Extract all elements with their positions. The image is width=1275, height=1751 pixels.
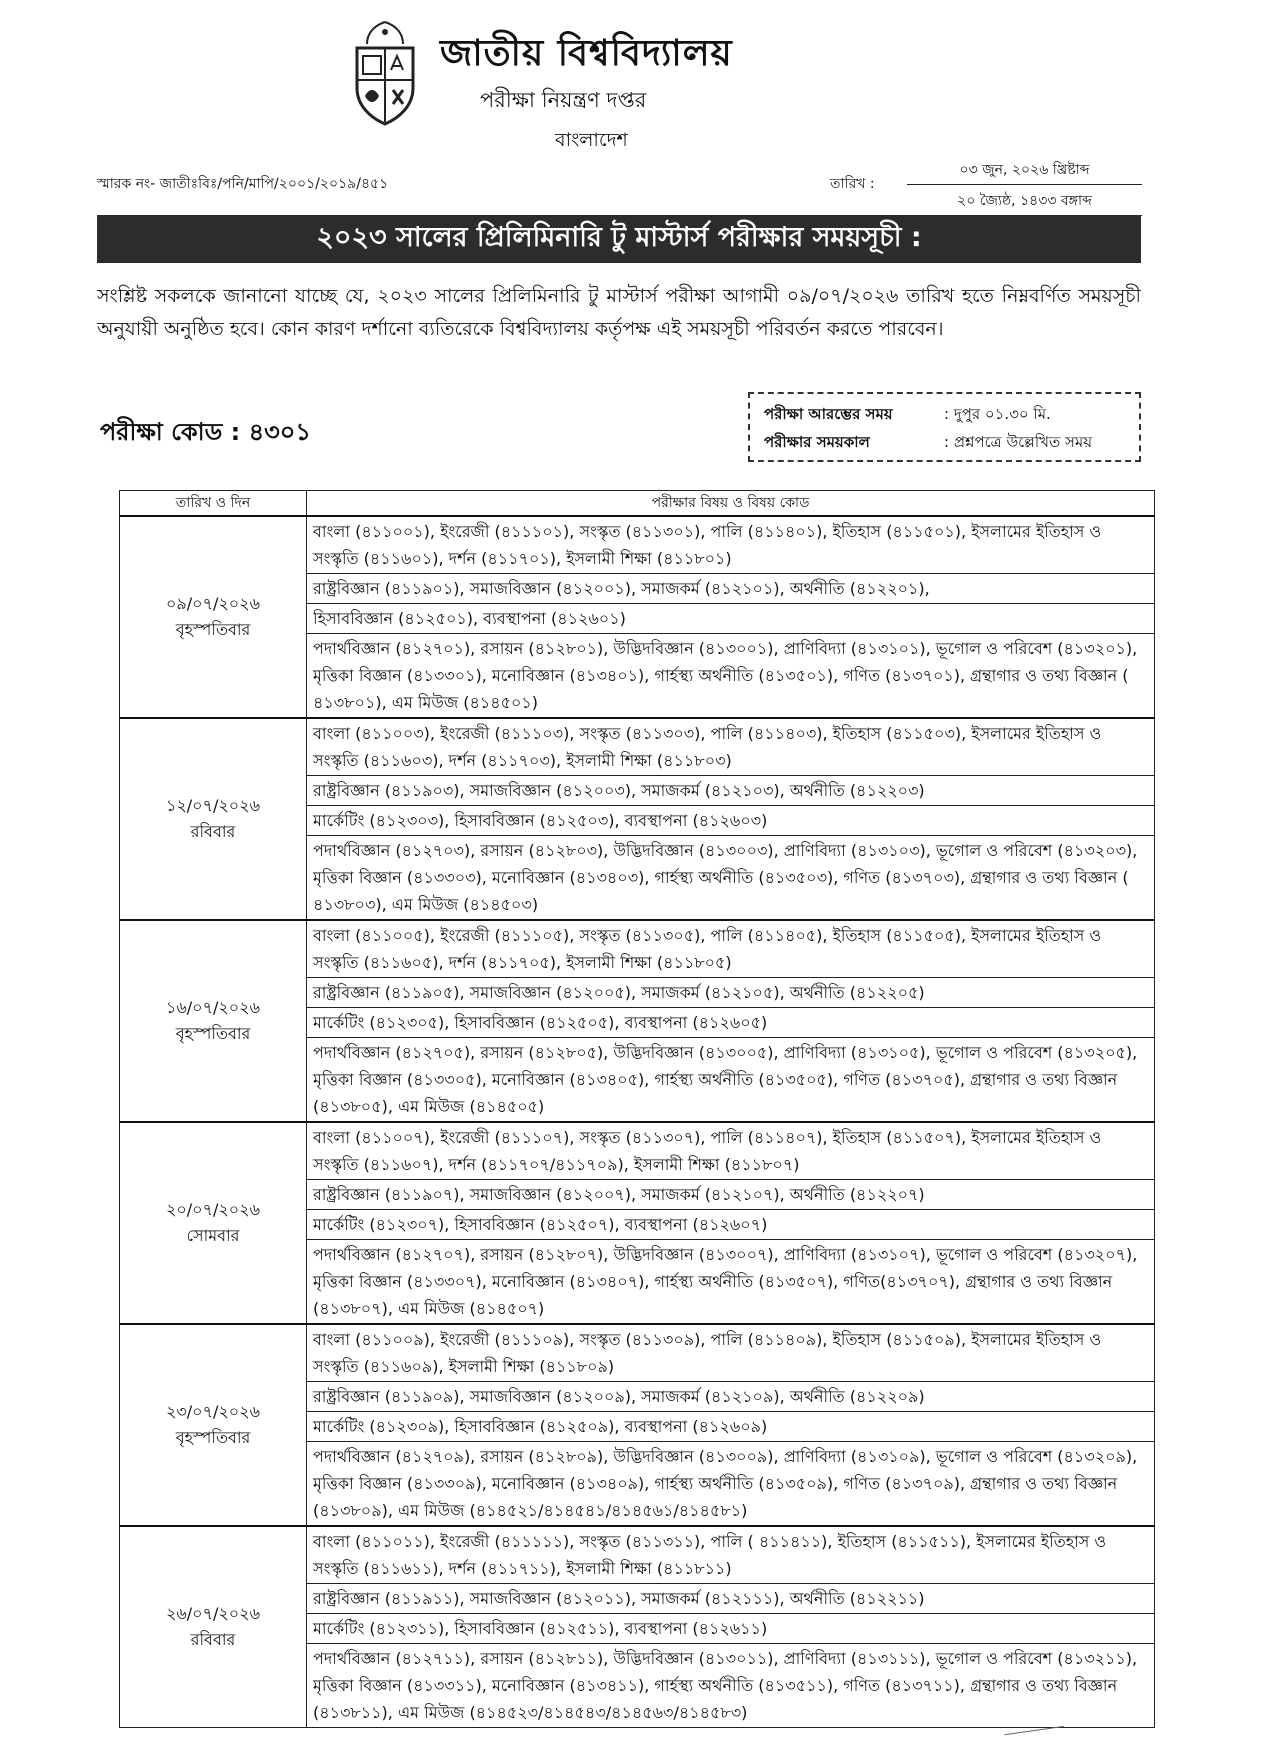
exam-date: ২৬/০৭/২০২৬ <box>165 1604 260 1623</box>
exam-date-cell <box>120 1122 307 1324</box>
subject-list-cell: পদার্থবিজ্ঞান (৪১২৭০৯), রসায়ন (৪১২৮০৯), উদ্ভিদবিজ্ঞান (৪১৩০০৯), প্রাণিবিদ্যা (৪১৩১০৯), ভূগোল ও পরিবেশ (৪১৩২০৯), মৃত্তিকা বিজ্ঞান (৪১৩৩০৯), মনোবিজ্ঞান (৪১৩৪০৯), গার্হস্থ্য অর্থনীতি (৪১৩৫০৯), গণিত (৪১৩৭০৯), গ্রন্থাগার ও তথ্য বিজ্ঞান (৪১৩৮০৯), এম মিউজ (৪১৪৫২১/৪১৪৫৪১/৪১৪৫৬১/৪১৪৫৮১) <box>307 1442 1155 1527</box>
exam-code: পরীক্ষা কোড : ৪৩০১ <box>100 418 311 446</box>
exam-date: ২৩/০৭/২০২৬ <box>165 1402 260 1421</box>
exam-day: বৃহস্পতিবার <box>175 620 251 639</box>
subject-list-cell: বাংলা (৪১১০০৭), ইংরেজী (৪১১১০৭), সংস্কৃত (৪১১৩০৭), পালি (৪১১৪০৭), ইতিহাস (৪১১৫০৭), ইসলামের ইতিহাস ও সংস্কৃতি (৪১১৬০৭), দর্শন (৪১১৭০৭/৪১১৭০৯), ইসলামী শিক্ষা (৪১১৮০৭) <box>307 1122 1155 1180</box>
subject-list-cell: পদার্থবিজ্ঞান (৪১২৭১১), রসায়ন (৪১২৮১১), উদ্ভিদবিজ্ঞান (৪১৩০১১), প্রাণিবিদ্যা (৪১৩১১১), ভূগোল ও পরিবেশ (৪১৩২১১), মৃত্তিকা বিজ্ঞান (৪১৩৩১১), মনোবিজ্ঞান (৪১৩৪১১), গার্হস্থ্য অর্থনীতি (৪১৩৫১১), গণিত (৪১৩৭১১), গ্রন্থাগার ও তথ্য বিজ্ঞান (৪১৩৮১১), এম মিউজ (৪১৪৫২৩/৪১৪৫৪৩/৪১৪৫৬৩/৪১৪৫৮৩) <box>307 1644 1155 1728</box>
subject-list-cell: রাষ্ট্রবিজ্ঞান (৪১১৯১১), সমাজবিজ্ঞান (৪১২০১১), সমাজকর্ম (৪১২১১১), অর্থনীতি (৪১২২১১) <box>307 1584 1155 1614</box>
exam-date-cell <box>120 516 307 718</box>
subject-list-cell: বাংলা (৪১১০০১), ইংরেজী (৪১১১০১), সংস্কৃত (৪১১৩০১), পালি (৪১১৪০১), ইতিহাস (৪১১৫০১), ইসলামের ইতিহাস ও সংস্কৃতি (৪১১৬০১), দর্শন (৪১১৭০১), ইসলামী শিক্ষা (৪১১৮০১) <box>307 516 1155 574</box>
office-name: পরীক্ষা নিয়ন্ত্রণ দপ্তর <box>480 88 647 112</box>
table-header-row <box>120 491 1155 517</box>
subject-list-cell: পদার্থবিজ্ঞান (৪১২৭০১), রসায়ন (৪১২৮০১), উদ্ভিদবিজ্ঞান (৪১৩০০১), প্রাণিবিদ্যা (৪১৩১০১), ভূগোল ও পরিবেশ (৪১৩২০১), মৃত্তিকা বিজ্ঞান (৪১৩৩০১), মনোবিজ্ঞান (৪১৩৪০১), গার্হস্থ্য অর্থনীতি (৪১৩৫০১), গণিত (৪১৩৭০১), গ্রন্থাগার ও তথ্য বিজ্ঞান ( ৪১৩৮০১), এম মিউজ (৪১৪৫০১) <box>307 634 1155 719</box>
exam-day: বৃহস্পতিবার <box>175 1024 251 1043</box>
notice-paragraph: সংশ্লিষ্ট সকলকে জানানো যাচ্ছে যে, ২০২৩ সালের প্রিলিমিনারি টু মাস্টার্স পরীক্ষা আগামী ০৯/০৭/২০২৬ তারিখ হতে নিম্নবর্ণিত সময়সূচী অনুযায়ী অনুষ্ঠিত হবে। কোন কারণ দর্শানো ব্যতিরেকে বিশ্ববিদ্যালয় কর্তৃপক্ষ এই সময়সূচী পরিবর্তন করতে পারবেন। <box>97 285 1141 340</box>
table-row <box>120 1122 1155 1180</box>
duration-row <box>764 428 1125 456</box>
start-time-value: : দুপুর ০১.৩০ মি. <box>944 405 1051 423</box>
subject-list-cell: মার্কেটিং (৪১২৩১১), হিসাববিজ্ঞান (৪১২৫১১), ব্যবস্থাপনা (৪১২৬১১) <box>307 1614 1155 1644</box>
duration-label: পরীক্ষার সময়কাল <box>764 433 870 451</box>
subject-list-cell: পদার্থবিজ্ঞান (৪১২৭০৭), রসায়ন (৪১২৮০৭), উদ্ভিদবিজ্ঞান (৪১৩০০৭), প্রাণিবিদ্যা (৪১৩১০৭), ভূগোল ও পরিবেশ (৪১৩২০৭), মৃত্তিকা বিজ্ঞান (৪১৩৩০৭), মনোবিজ্ঞান (৪১৩৪০৭), গার্হস্থ্য অর্থনীতি (৪১৩৫০৭), গণিত(৪১৩৭০৭), গ্রন্থাগার ও তথ্য বিজ্ঞান (৪১৩৮০৭), এম মিউজ (৪১৪৫০৭) <box>307 1240 1155 1325</box>
table-row <box>120 718 1155 776</box>
table-row <box>120 920 1155 978</box>
subject-list-cell: বাংলা (৪১১০১১), ইংরেজী (৪১১১১১), সংস্কৃত (৪১১৩১১), পালি ( ৪১১৪১১), ইতিহাস (৪১১৫১১), ইসলামের ইতিহাস ও সংস্কৃতি (৪১১৬১১), দর্শন (৪১১৭১১), ইসলামী শিক্ষা (৪১১৮১১) <box>307 1526 1155 1584</box>
exam-day: রবিবার <box>190 1630 236 1649</box>
subject-list-cell: রাষ্ট্রবিজ্ঞান (৪১১৯০৯), সমাজবিজ্ঞান (৪১২০০৯), সমাজকর্ম (৪১২১০৯), অর্থনীতি (৪১২২০৯) <box>307 1382 1155 1412</box>
exam-date-cell <box>120 1324 307 1526</box>
table-row <box>120 516 1155 574</box>
date-bangla: ২০ জ্যৈষ্ঠ, ১৪৩৩ বঙ্গাব্দ <box>907 185 1142 216</box>
country-name: বাংলাদেশ <box>555 129 628 151</box>
duration-value: : প্রশ্নপত্রে উল্লেখিত সময় <box>944 433 1093 451</box>
subject-list-cell: রাষ্ট্রবিজ্ঞান (৪১১৯০৫), সমাজবিজ্ঞান (৪১২০০৫), সমাজকর্ম (৪১২১০৫), অর্থনীতি (৪১২২০৫) <box>307 978 1155 1008</box>
exam-date-cell <box>120 718 307 920</box>
subject-list-cell: পদার্থবিজ্ঞান (৪১২৭০৩), রসায়ন (৪১২৮০৩), উদ্ভিদবিজ্ঞান (৪১৩০০৩), প্রাণিবিদ্যা (৪১৩১০৩), ভূগোল ও পরিবেশ (৪১৩২০৩), মৃত্তিকা বিজ্ঞান (৪১৩৩০৩), মনোবিজ্ঞান (৪১৩৪০৩), গার্হস্থ্য অর্থনীতি (৪১৩৫০৩), গণিত (৪১৩৭০৩), গ্রন্থাগার ও তথ্য বিজ্ঞান ( ৪১৩৮০৩), এম মিউজ (৪১৪৫০৩) <box>307 836 1155 921</box>
exam-schedule-table <box>119 490 1155 1728</box>
start-time-label: পরীক্ষা আরম্ভের সময় <box>764 405 893 423</box>
subject-column-header: পরীক্ষার বিষয় ও বিষয় কোড <box>307 491 1155 517</box>
exam-date-cell <box>120 1526 307 1728</box>
subject-list-cell: বাংলা (৪১১০০৯), ইংরেজী (৪১১১০৯), সংস্কৃত (৪১১৩০৯), পালি (৪১১৪০৯), ইতিহাস (৪১১৫০৯), ইসলামের ইতিহাস ও সংস্কৃতি (৪১১৬০৯), ইসলামী শিক্ষা (৪১১৮০৯) <box>307 1324 1155 1382</box>
signature-mark <box>1004 1726 1065 1748</box>
subject-list-cell: রাষ্ট্রবিজ্ঞান (৪১১৯০১), সমাজবিজ্ঞান (৪১২০০১), সমাজকর্ম (৪১২১০১), অর্থনীতি (৪১২২০১), <box>307 574 1155 604</box>
exam-date: ০৯/০৭/২০২৬ <box>166 594 260 613</box>
date-label: তারিখ : <box>830 176 875 192</box>
university-logo-icon <box>345 18 425 128</box>
schedule-body <box>120 516 1155 1728</box>
table-row <box>120 1324 1155 1382</box>
subject-list-cell: হিসাববিজ্ঞান (৪১২৫০১), ব্যবস্থাপনা (৪১২৬০১) <box>307 604 1155 634</box>
subject-list-cell: পদার্থবিজ্ঞান (৪১২৭০৫), রসায়ন (৪১২৮০৫), উদ্ভিদবিজ্ঞান (৪১৩০০৫), প্রাণিবিদ্যা (৪১৩১০৫), ভূগোল ও পরিবেশ (৪১৩২০৫), মৃত্তিকা বিজ্ঞান (৪১৩৩০৫), মনোবিজ্ঞান (৪১৩৪০৫), গার্হস্থ্য অর্থনীতি (৪১৩৫০৫), গণিত (৪১৩৭০৫), গ্রন্থাগার ও তথ্য বিজ্ঞান (৪১৩৮০৫), এম মিউজ (৪১৪৫০৫) <box>307 1038 1155 1123</box>
university-name: জাতীয় বিশ্ববিদ্যালয় <box>440 33 733 74</box>
subject-list-cell: বাংলা (৪১১০০৫), ইংরেজী (৪১১১০৫), সংস্কৃত (৪১১৩০৫), পালি (৪১১৪০৫), ইতিহাস (৪১১৫০৫), ইসলামের ইতিহাস ও সংস্কৃতি (৪১১৬০৫), দর্শন (৪১১৭০৫), ইসলামী শিক্ষা (৪১১৮০৫) <box>307 920 1155 978</box>
start-time-row <box>764 400 1125 428</box>
exam-date: ১৬/০৭/২০২৬ <box>166 998 260 1017</box>
subject-list-cell: বাংলা (৪১১০০৩), ইংরেজী (৪১১১০৩), সংস্কৃত (৪১১৩০৩), পালি (৪১১৪০৩), ইতিহাস (৪১১৫০৩), ইসলামের ইতিহাস ও সংস্কৃতি (৪১১৬০৩), দর্শন (৪১১৭০৩), ইসলামী শিক্ষা (৪১১৮০৩) <box>307 718 1155 776</box>
exam-day: বৃহস্পতিবার <box>175 1428 251 1447</box>
date-column-header: তারিখ ও দিন <box>120 491 307 517</box>
table-row <box>120 1526 1155 1584</box>
memo-reference: স্মারক নং- জাতীঃবিঃ/পনি/মাপি/২০০১/২০১৯/৪৫১ <box>97 176 389 192</box>
date-gregorian: ০৩ জুন, ২০২৬ খ্রিষ্টাব্দ <box>907 158 1142 185</box>
exam-date-cell <box>120 920 307 1122</box>
exam-time-box <box>748 392 1141 462</box>
exam-day: রবিবার <box>190 822 236 841</box>
page-title: ২০২৩ সালের প্রিলিমিনারি টু মাস্টার্স পরীক্ষার সময়সূচী : <box>97 215 1141 263</box>
subject-list-cell: মার্কেটিং (৪১২৩০৫), হিসাববিজ্ঞান (৪১২৫০৫), ব্যবস্থাপনা (৪১২৬০৫) <box>307 1008 1155 1038</box>
issue-date <box>907 158 1142 216</box>
subject-list-cell: মার্কেটিং (৪১২৩০৯), হিসাববিজ্ঞান (৪১২৫০৯), ব্যবস্থাপনা (৪১২৬০৯) <box>307 1412 1155 1442</box>
exam-date: ২০/০৭/২০২৬ <box>165 1200 260 1219</box>
exam-date: ১২/০৭/২০২৬ <box>166 796 260 815</box>
letterhead <box>0 0 1275 175</box>
subject-list-cell: রাষ্ট্রবিজ্ঞান (৪১১৯০৭), সমাজবিজ্ঞান (৪১২০০৭), সমাজকর্ম (৪১২১০৭), অর্থনীতি (৪১২২০৭) <box>307 1180 1155 1210</box>
subject-list-cell: মার্কেটিং (৪১২৩০৭), হিসাববিজ্ঞান (৪১২৫০৭), ব্যবস্থাপনা (৪১২৬০৭) <box>307 1210 1155 1240</box>
subject-list-cell: রাষ্ট্রবিজ্ঞান (৪১১৯০৩), সমাজবিজ্ঞান (৪১২০০৩), সমাজকর্ম (৪১২১০৩), অর্থনীতি (৪১২২০৩) <box>307 776 1155 806</box>
exam-day: সোমবার <box>186 1226 240 1245</box>
subject-list-cell: মার্কেটিং (৪১২৩০৩), হিসাববিজ্ঞান (৪১২৫০৩), ব্যবস্থাপনা (৪১২৬০৩) <box>307 806 1155 836</box>
